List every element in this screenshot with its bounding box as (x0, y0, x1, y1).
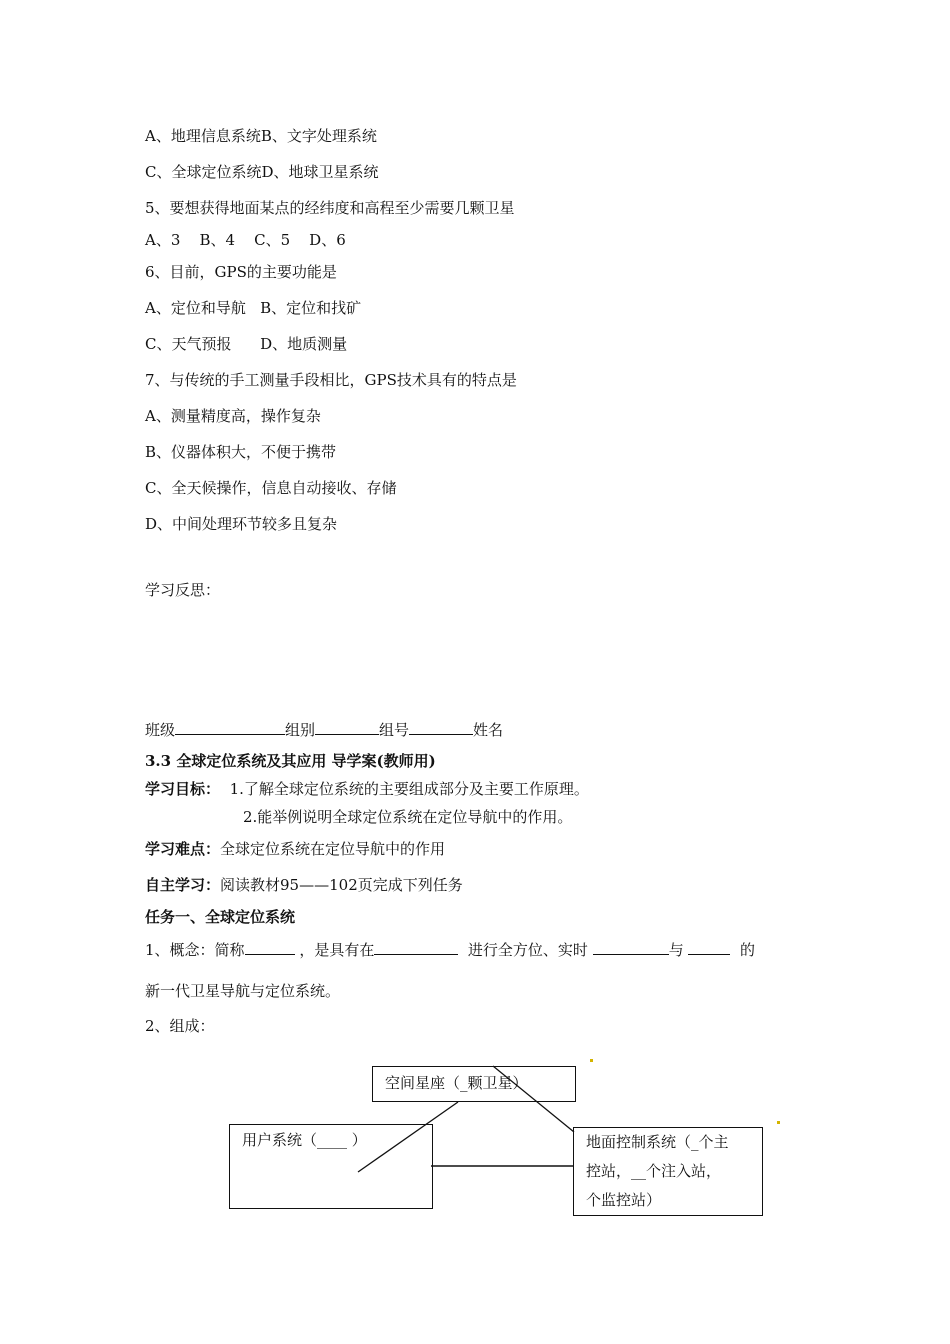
q6-options-ab: A、定位和导航 B、定位和找矿 (145, 299, 362, 317)
speck (777, 1121, 780, 1124)
reflection-label: 学习反思： (145, 581, 221, 599)
space-constellation-label: 空间星座（_颗卫星） (385, 1074, 528, 1092)
difficulty-text: 全球定位系统在定位导航中的作用 (220, 840, 446, 858)
objective-2: 2.能举例说明全球定位系统在定位导航中的作用。 (243, 808, 573, 826)
user-system-box (229, 1124, 433, 1209)
concept-line-2: 新一代卫星导航与定位系统。 (145, 982, 341, 1000)
q5-options: A、3 B、4 C、5 D、6 (145, 231, 346, 249)
difficulty-label: 学习难点： (145, 840, 221, 858)
objective-1: 1.了解全球定位系统的主要组成部分及主要工作原理。 (229, 780, 589, 798)
q4-options-ab: A、地理信息系统B、文字处理系统 (145, 127, 377, 145)
q7-option-c: C、全天候操作，信息自动接收、存储 (145, 479, 397, 497)
self-study-text: 阅读教材95——102页完成下列任务 (220, 876, 463, 894)
ground-control-box (573, 1127, 763, 1216)
composition-label: 2、组成： (145, 1017, 215, 1035)
speck (590, 1059, 593, 1062)
q7-stem: 7、与传统的手工测量手段相比，GPS技术具有的特点是 (145, 371, 517, 389)
concept-part-4: 与 (668, 941, 684, 959)
space-constellation-box (372, 1066, 576, 1102)
name-label: 姓名 (473, 721, 504, 739)
number-label: 组号 (379, 721, 410, 739)
q7-option-a: A、测量精度高，操作复杂 (145, 407, 321, 425)
class-label: 班级 (145, 721, 176, 739)
page-title: 3.3 全球定位系统及其应用 导学案(教师用) (145, 752, 436, 770)
user-system-label: 用户系统（____ ） (242, 1131, 367, 1149)
concept-part-1: 1、概念：简称 (145, 941, 245, 959)
ground-control-line-3: 个监控站） (586, 1191, 662, 1209)
q7-option-d: D、中间处理环节较多且复杂 (145, 515, 338, 533)
q6-options-cd: C、天气预报 D、地质测量 (145, 335, 348, 353)
concept-part-2: ，是具有在 (299, 941, 375, 959)
q7-option-b: B、仪器体积大，不便于携带 (145, 443, 337, 461)
concept-part-3: 进行全方位、实时 (467, 941, 588, 959)
ground-control-line-1: 地面控制系统（_个主 (586, 1133, 729, 1151)
task1-title: 任务一、全球定位系统 (145, 908, 296, 926)
concept-part-5: 的 (740, 941, 756, 959)
objectives-label: 学习目标： (145, 780, 221, 798)
q6-stem: 6、目前，GPS的主要功能是 (145, 263, 337, 281)
ground-control-line-2: 控站，__个注入站， (586, 1162, 722, 1180)
self-study-label: 自主学习： (145, 876, 221, 894)
group-label: 组别 (285, 721, 316, 739)
q4-options-cd: C、全球定位系统D、地球卫星系统 (145, 163, 379, 181)
q5-stem: 5、要想获得地面某点的经纬度和高程至少需要几颗卫星 (145, 199, 515, 217)
